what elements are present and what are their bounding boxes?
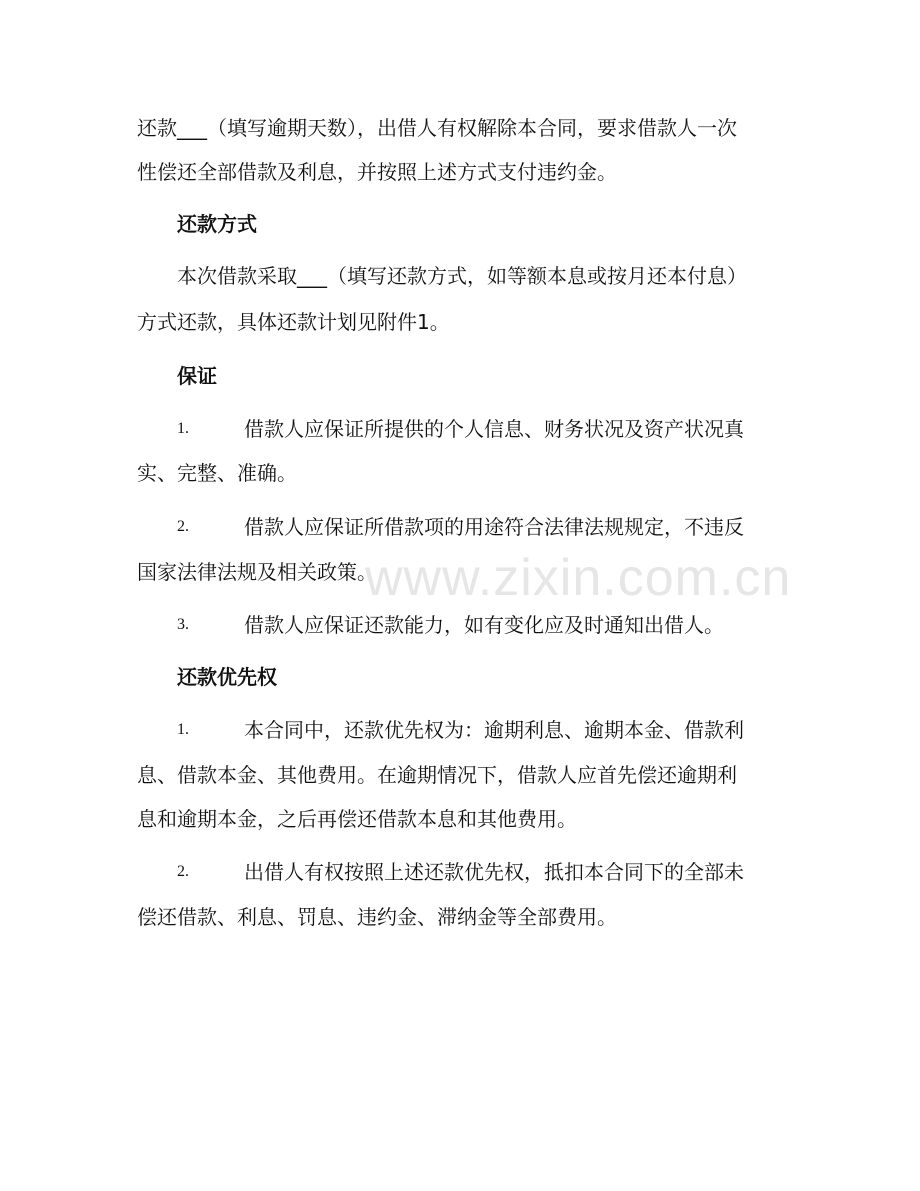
priority-item-2-line-1: 出借人有权按照上述还款优先权，抵扣本合同下的全部未 [244,860,744,884]
repayment-method-line-2: 方式还款，具体还款计划见附件1。 [137,310,450,334]
repayment-method-line-1: 本次借款采取___（填写还款方式，如等额本息或按月还本付息） [177,264,747,288]
priority-item-2-number: 2. [177,863,189,880]
priority-item-1-line-1: 本合同中，还款优先权为：逾期利息、逾期本金、借款利 [244,718,744,742]
priority-item-1-number: 1. [177,721,189,738]
guarantee-item-2-line-2: 国家法律法规及相关政策。 [137,560,377,584]
intro-line-2: 性偿还全部借款及利息，并按照上述方式支付违约金。 [137,160,617,184]
watermark: www.zixin.com.cn [365,549,792,607]
priority-heading: 还款优先权 [177,665,277,689]
guarantee-item-3-line-1: 借款人应保证还款能力，如有变化应及时通知出借人。 [244,613,724,637]
guarantee-item-1-line-2: 实、完整、准确。 [137,461,297,485]
priority-item-1-line-3: 息和逾期本金，之后再偿还借款本息和其他费用。 [137,807,577,831]
guarantee-item-1-line-1: 借款人应保证所提供的个人信息、财务状况及资产状况真 [244,417,744,441]
guarantee-heading: 保证 [177,364,217,388]
guarantee-item-2-number: 2. [177,518,189,535]
intro-line-1: 还款___（填写逾期天数），出借人有权解除本合同，要求借款人一次 [137,116,737,140]
priority-item-1-line-2: 息、借款本金、其他费用。在逾期情况下，借款人应首先偿还逾期利 [137,763,737,787]
guarantee-item-2-line-1: 借款人应保证所借款项的用途符合法律法规规定，不违反 [244,515,744,539]
guarantee-item-1-number: 1. [177,420,189,437]
priority-item-2-line-2: 偿还借款、利息、罚息、违约金、滞纳金等全部费用。 [137,905,617,929]
guarantee-item-3-number: 3. [177,616,189,633]
repayment-method-heading: 还款方式 [177,212,257,236]
